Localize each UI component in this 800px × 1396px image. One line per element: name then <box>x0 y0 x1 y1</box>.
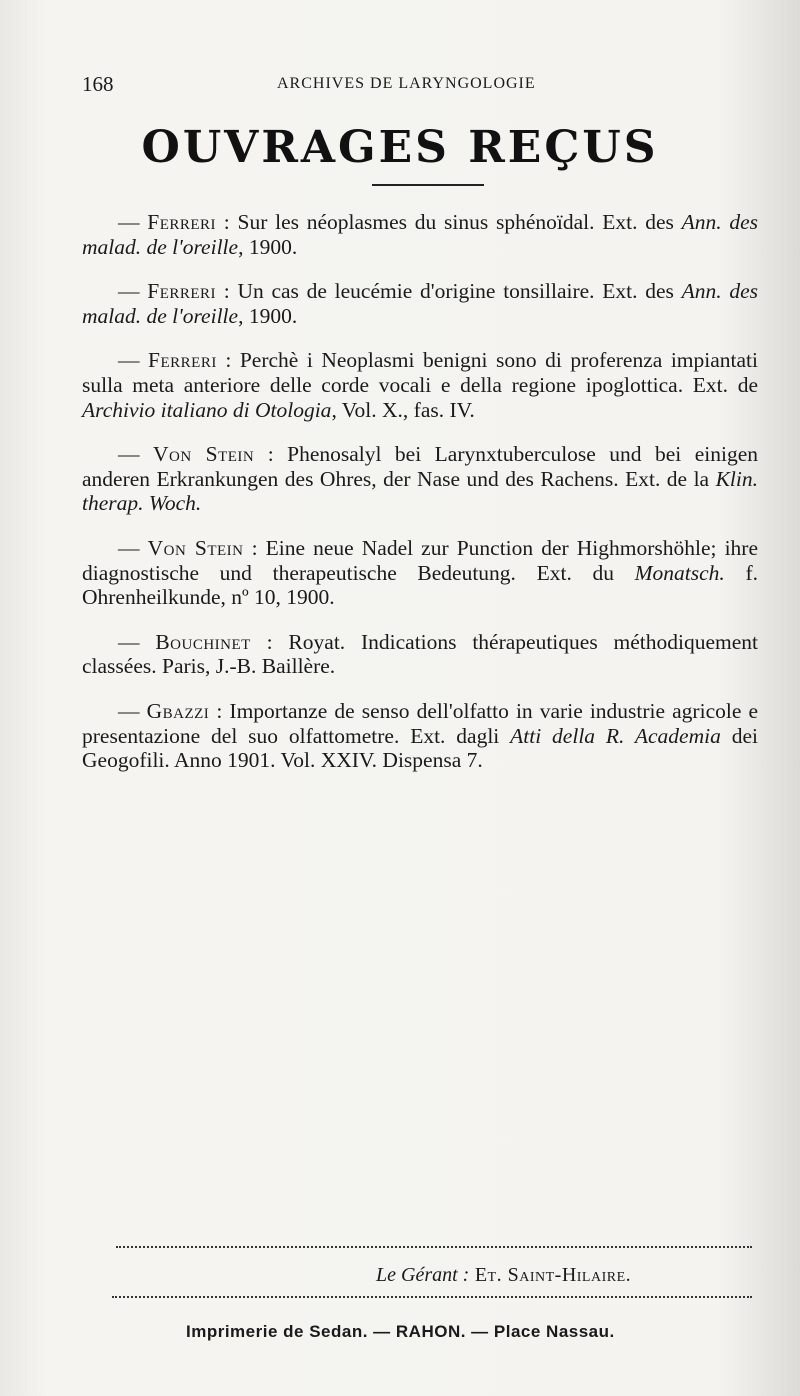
entry-text-end: , 1900. <box>238 303 298 328</box>
entry-von-stein-2 <box>82 536 758 610</box>
entry-author: Ferreri <box>147 210 217 234</box>
entry-text-end: , 1900. <box>238 234 298 259</box>
upper-dotted-rule <box>116 1246 752 1248</box>
journal-title: ARCHIVES DE LARYNGOLOGIE <box>277 75 536 92</box>
entry-author: Bouchinet <box>155 629 251 654</box>
entry-text-end: , Vol. X., fas. IV. <box>331 397 475 422</box>
entry-dash: — <box>118 629 156 654</box>
entry-source: Ann. des malad. de l'oreille <box>82 210 759 259</box>
entry-dash: — <box>118 279 148 304</box>
entry-dash: — <box>118 348 149 373</box>
entry-dash: — <box>118 698 147 723</box>
entry-author: Gbazzi <box>146 698 210 723</box>
entry-source: Atti della R. Academia <box>510 723 721 748</box>
gerant-label: Le Gérant : <box>376 1264 470 1286</box>
entry-text: : Importanze de senso dell'olfatto in varie industrie agricole e presentazione del suo olfattometre. Ext. dagli <box>82 698 759 748</box>
entry-text: : Royat. Indications thérapeutiques méthodiquement classées. Paris, J.-B. Baillère. <box>82 629 759 679</box>
entry-dash: — <box>118 535 148 560</box>
entry-text: : Sur les néoplasmes du sinus sphénoïdal. Ext. des <box>216 210 682 234</box>
entry-ferreri-1 <box>82 210 758 259</box>
entry-von-stein-1 <box>82 442 758 516</box>
entry-source: Ann. des malad. de l'oreille <box>82 279 759 328</box>
entries-list <box>82 210 758 793</box>
entry-gbazzi <box>82 699 758 773</box>
entry-source: Archivio italiano di Otologia <box>82 397 332 422</box>
printer-line: Imprimerie de Sedan. — RAHON. — Place Nassau. <box>186 1322 615 1341</box>
entry-author: Ferreri <box>148 348 217 373</box>
entry-bouchinet <box>82 630 758 679</box>
entry-ferreri-2 <box>82 279 758 328</box>
entry-source: Klin. therap. Woch. <box>82 466 758 516</box>
entry-dash: — <box>118 210 148 234</box>
lower-dotted-rule <box>112 1296 752 1298</box>
gerant-name: Et. Saint-Hilaire. <box>469 1264 632 1286</box>
entry-text: : Phenosalyl bei Larynxtuberculose und bei einigen anderen Erkrankungen des Ohres, der Nase und des Rachens. Ext. de la <box>82 442 758 491</box>
entry-ferreri-3 <box>82 348 758 422</box>
entry-author: Von Stein <box>147 535 244 560</box>
entry-author: Ferreri <box>147 279 217 304</box>
running-head <box>82 72 762 102</box>
entry-text-end: f. Ohrenheilkunde, nº 10, 1900. <box>82 560 758 610</box>
title-rule <box>372 184 484 186</box>
entry-dash: — <box>118 442 153 467</box>
gerant-line <box>376 1264 631 1287</box>
section-title: OUVRAGES REÇUS <box>141 122 659 173</box>
page-number: 168 <box>82 72 114 96</box>
entry-text: : Perchè i Neoplasmi benigni sono di proferenza impiantati sulla meta anteriore delle corde vocali e della regione ipoglottica. Ext. de <box>82 348 759 397</box>
entry-author: Von Stein <box>152 442 255 467</box>
entry-source: Monatsch. <box>634 560 725 585</box>
entry-text: : Un cas de leucémie d'origine tonsillaire. Ext. des <box>216 279 682 304</box>
entry-text: : Eine neue Nadel zur Punction der Highmorshöhle; ihre diagnostische und therapeutische Bedeutung. Ext. du <box>82 535 759 585</box>
entry-text-end: dei Geogofili. Anno 1901. Vol. XXIV. Dispensa 7. <box>82 723 758 773</box>
